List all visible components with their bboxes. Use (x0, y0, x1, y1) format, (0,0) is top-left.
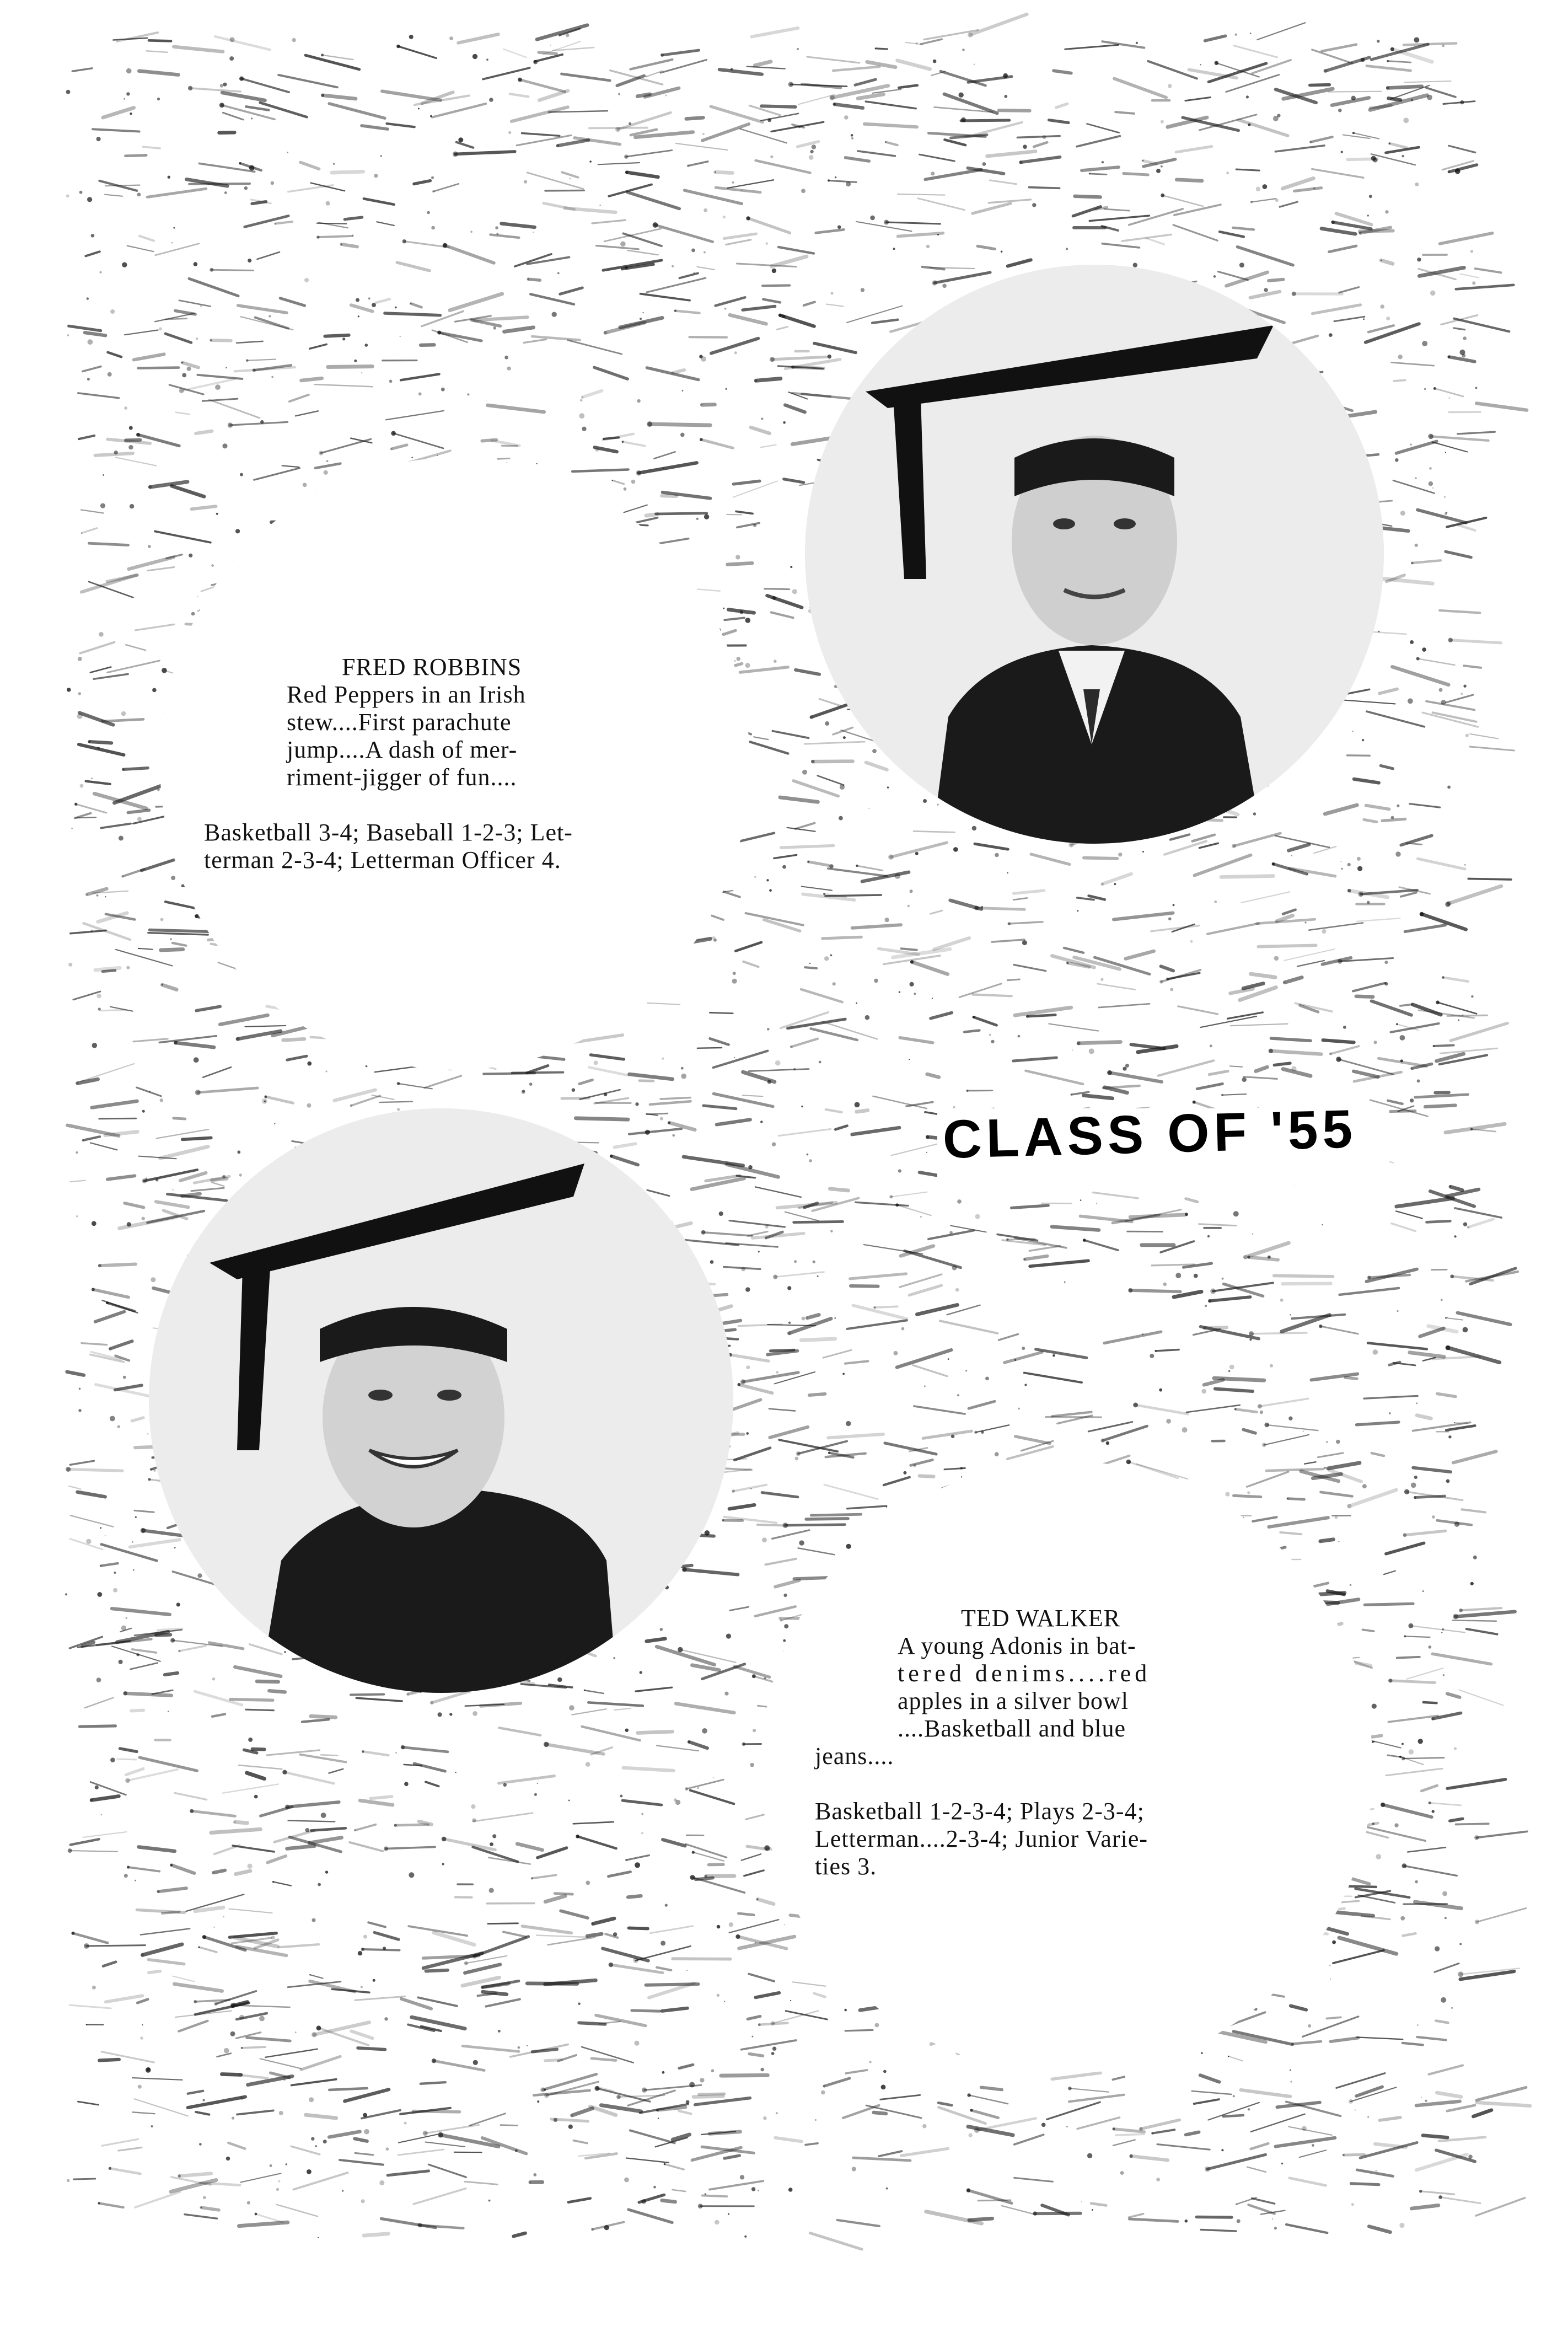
quote-line: jeans.... (815, 1743, 894, 1770)
quote-line: Red Peppers in an Irish (287, 681, 526, 708)
portrait-ted-walker (149, 1108, 733, 1693)
quote-line: jump....A dash of mer- (287, 736, 518, 763)
spacer (204, 791, 711, 819)
quote-line: apples in a silver bowl (898, 1687, 1129, 1714)
activity-line: ties 3. (815, 1853, 877, 1880)
quote-line: tered denims....red (898, 1660, 1151, 1687)
activity-line: Basketball 1-2-3-4; Plays 2-3-4; (815, 1798, 1145, 1825)
quote-line: stew....First parachute (287, 709, 512, 736)
portrait-fred-robbins (805, 265, 1384, 844)
activity-line: Letterman....2-3-4; Junior Varie- (815, 1825, 1148, 1852)
graduate-portrait-photo (805, 265, 1384, 844)
spacer (815, 1770, 1339, 1798)
activity-line: Basketball 3-4; Baseball 1-2-3; Let- (204, 819, 573, 846)
class-title: CLASS OF '55 (942, 1098, 1358, 1170)
senior-name: FRED ROBBINS (342, 653, 522, 680)
class-title-banner (937, 1098, 1389, 1186)
bio-ted-walker (815, 1605, 1339, 1880)
quote-line: A young Adonis in bat- (898, 1632, 1136, 1659)
quote-line: riment-jigger of fun.... (287, 764, 517, 791)
senior-name: TED WALKER (961, 1605, 1121, 1632)
quote-line: ....Basketball and blue (898, 1715, 1126, 1742)
bio-fred-robbins (204, 653, 711, 874)
activity-line: terman 2-3-4; Letterman Officer 4. (204, 846, 561, 873)
graduate-portrait-photo (149, 1108, 733, 1693)
